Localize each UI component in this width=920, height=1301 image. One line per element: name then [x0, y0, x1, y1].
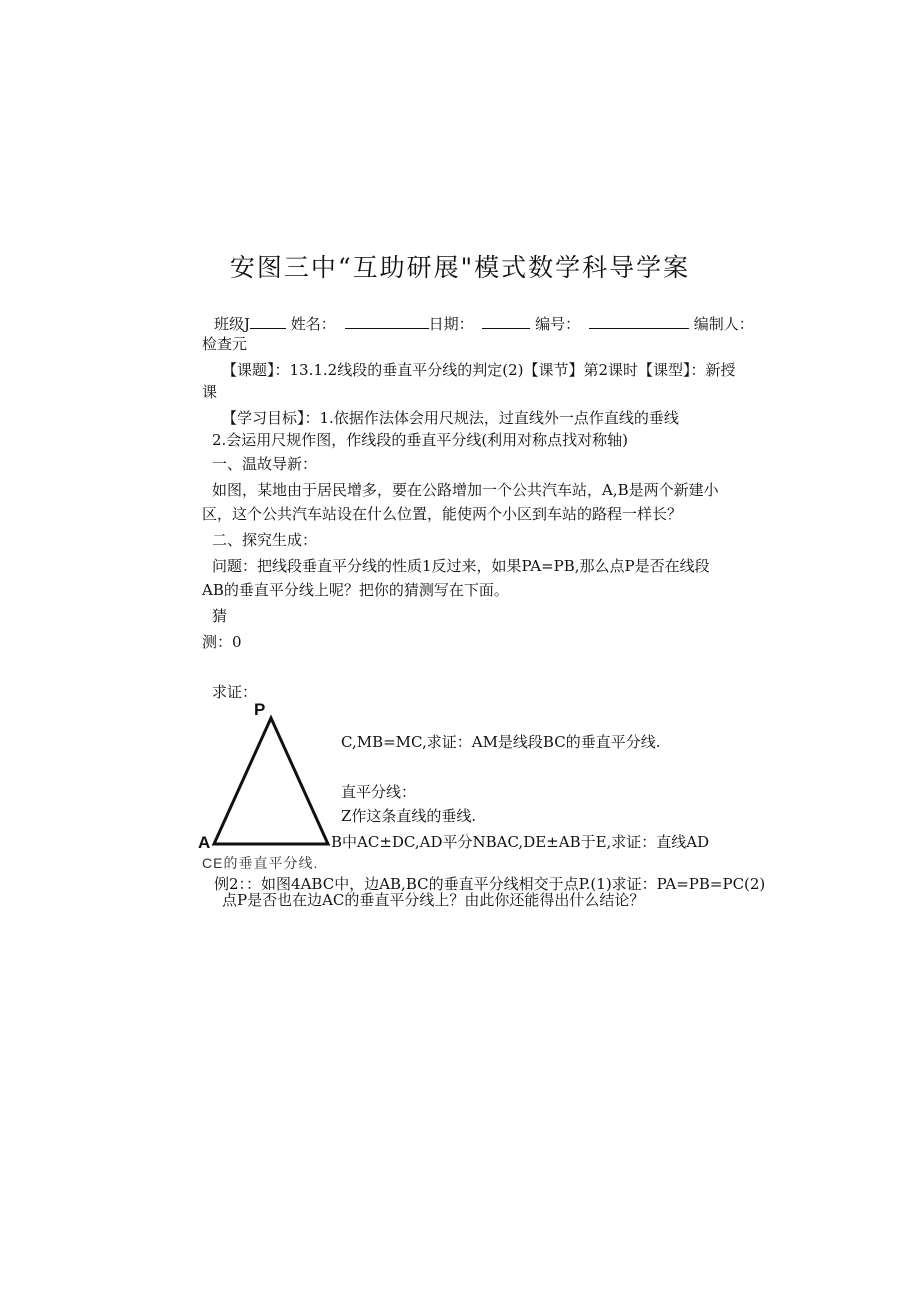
triangle-figure [196, 700, 336, 850]
section2-line-1: 问题：把线段垂直平分线的性质1反过来，如果PA=PB,那么点P是否在线段 [212, 557, 710, 575]
fragment-2: 直平分线： [341, 783, 417, 801]
section1-heading: 一、温故导新： [212, 455, 318, 473]
class-label: 班级J [214, 315, 251, 333]
label-p: P [254, 700, 266, 719]
section1-line-2: 区，这个公共汽车站设在什么位置，能使两个小区到车站的路程一样长？ [202, 505, 683, 523]
guess-line-2: 测：0 [202, 633, 242, 651]
info-line [214, 314, 754, 334]
section2-heading: 二、探究生成： [212, 531, 318, 549]
figure-caption: CE的垂直平分线. [202, 855, 319, 871]
example2-line-1: 例2：：如图4ABC中，边AB,BC的垂直平分线相交于点P.(1)求证：PA=PB=PC(2) [214, 875, 766, 893]
section1-line-1: 如图，某地由于居民增多，要在公路增加一个公共汽车站，A,B是两个新建小 [212, 481, 719, 499]
prove-label: 求证： [212, 683, 258, 701]
name-blank [345, 328, 429, 329]
objectives-line-1: 【学习目标】：1.依据作法体会用尺规法，过直线外一点作直线的垂线 [222, 409, 679, 427]
lesson-line-1: 【课题】：13.1.2线段的垂直平分线的判定(2)【课节】第2课时【课型】：新授 [222, 361, 736, 379]
date-blank [482, 328, 530, 329]
checker-label: 检查元 [202, 335, 248, 353]
date-label: 日期： [428, 315, 474, 333]
name-label: 姓名： [290, 315, 336, 333]
fragment-1: C,MB=MC,求证：AM是线段BC的垂直平分线. [341, 733, 661, 751]
page-title: 安图三中“互助研展"模式数学科导学案 [229, 253, 691, 282]
number-label: 编号： [535, 315, 581, 333]
number-blank [589, 328, 689, 329]
section2-line-2: AB的垂直平分线上呢？把你的猜测写在下面。 [202, 581, 509, 599]
objectives-line-2: 2.会运用尺规作图，作线段的垂直平分线(利用对称点找对称轴) [212, 431, 629, 449]
example2-line-2: 点P是否也在边AC的垂直平分线上？由此你还能得出什么结论？ [222, 891, 645, 909]
fragment-3: Z作这条直线的垂线. [341, 807, 477, 825]
lesson-line-2: 课 [202, 383, 218, 401]
label-a: A [198, 833, 211, 852]
guess-line-1: 猜 [212, 607, 228, 625]
triangle-pab [214, 718, 328, 844]
fragment-4: B中AC±DC,AD平分NBAC,DE±AB于E,求证：直线AD [331, 833, 710, 851]
class-blank [250, 328, 286, 329]
editor-label: 编制人： [693, 315, 754, 333]
